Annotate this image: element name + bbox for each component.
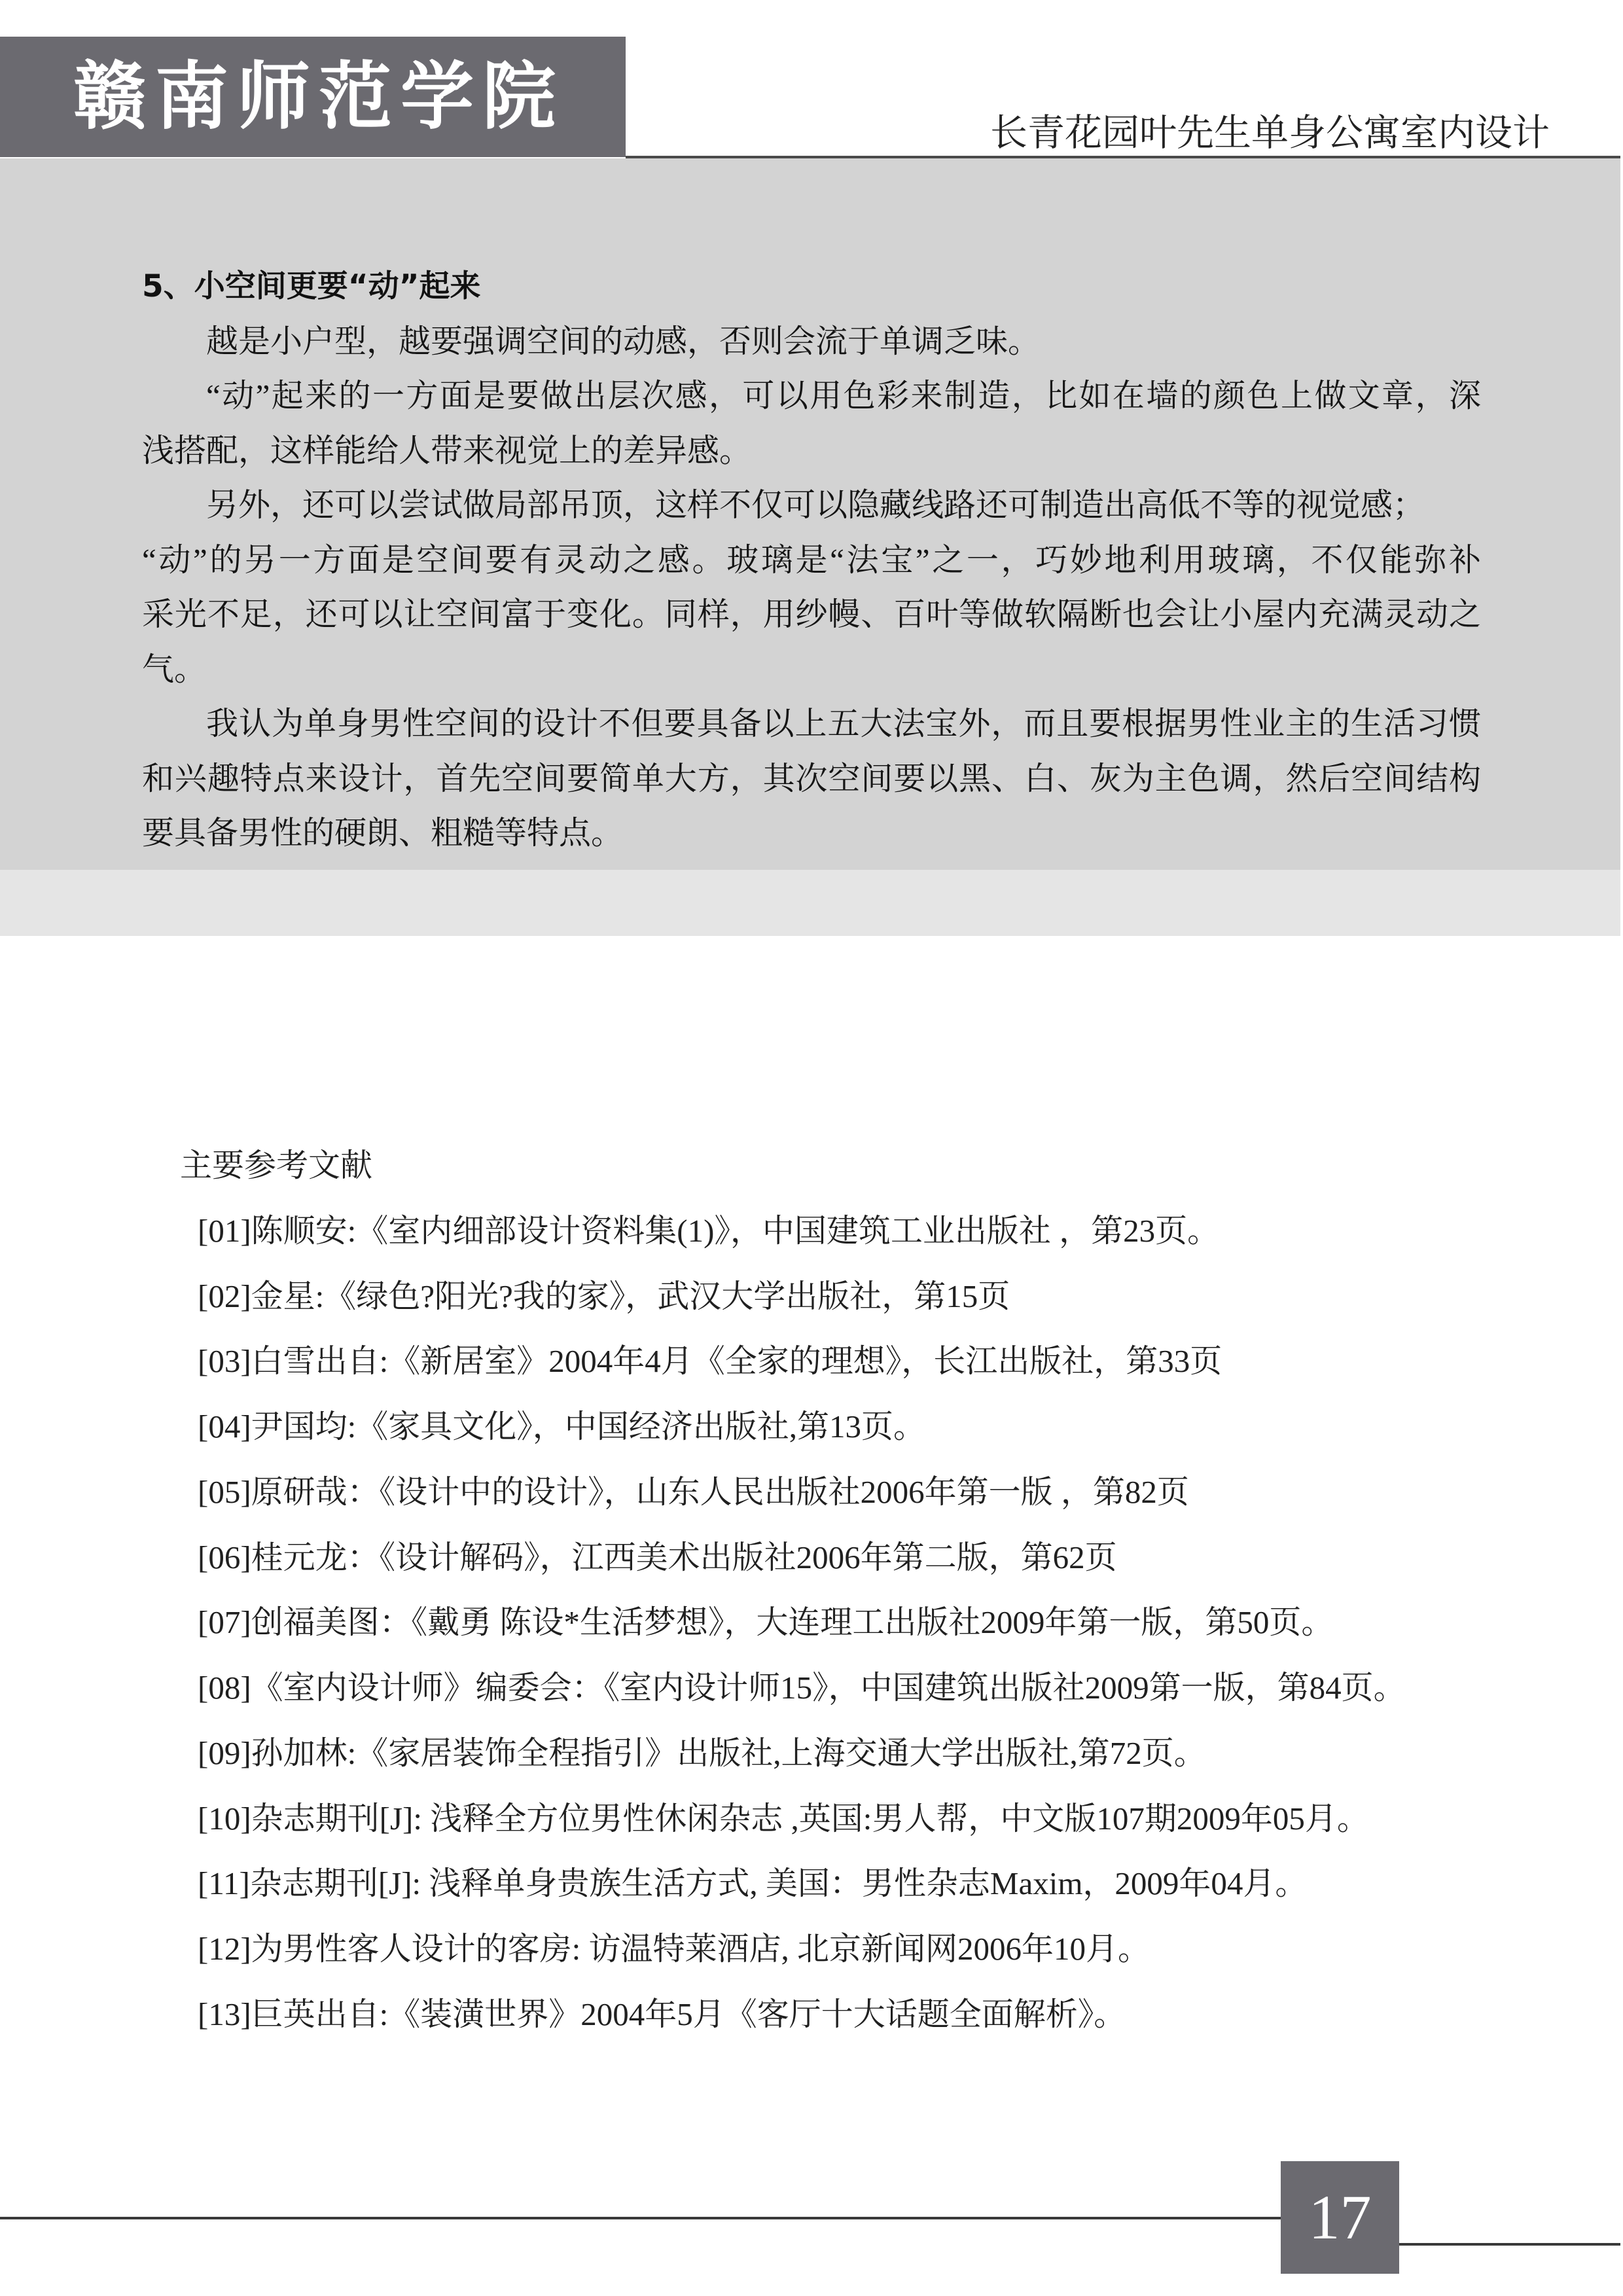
reference-item: [06]桂元龙：《设计解码》，江西美术出版社2006年第二版，第62页 xyxy=(198,1539,1117,1575)
reference-item: [01]陈顺安:《室内细部设计资料集(1)》，中国建筑工业出版社 ，第23页。 xyxy=(198,1212,1220,1249)
reference-item: [08]《室内设计师》编委会：《室内设计师15》，中国建筑出版社2009第一版，第84页。 xyxy=(198,1670,1406,1706)
page-number: 17 xyxy=(1308,2182,1372,2252)
text-line: 越是小户型，越要强调空间的动感，否则会流于单调乏味。 xyxy=(206,323,1041,359)
header-logo-box xyxy=(0,37,626,157)
text-line: 和兴趣特点来设计，首先空间要简单大方，其次空间要以黑、白、灰为主色调，然后空间结构 xyxy=(142,760,1481,797)
content-panel-bottom-strip xyxy=(0,870,1620,936)
section-body xyxy=(142,259,1481,861)
page-number-box xyxy=(1281,2161,1399,2274)
text-line: “动”的另一方面是空间要有灵动之感。玻璃是“法宝”之一，巧妙地利用玻璃，不仅能弥补 xyxy=(142,541,1481,578)
school-logo-text: 赣南师范学院 xyxy=(73,54,564,139)
reference-item: [05]原研哉：《设计中的设计》，山东人民出版社2006年第一版 ，第82页 xyxy=(198,1473,1189,1510)
text-line: 另外，还可以尝试做局部吊顶，这样不仅可以隐藏线路还可制造出高低不等的视觉感； xyxy=(206,487,1425,523)
text-line: 气。 xyxy=(142,651,207,687)
reference-item: [07]创福美图：《戴勇 陈设*生活梦想》，大连理工出版社2009年第一版，第50页。 xyxy=(198,1604,1334,1641)
reference-item: [02]金星:《绿色?阳光?我的家》，武汉大学出版社，第15页 xyxy=(198,1278,1010,1314)
paragraph xyxy=(142,696,1481,861)
paragraph xyxy=(142,368,1481,478)
reference-item: [13]巨英出自:《装潢世界》2004年5月《客厅十大话题全面解析》。 xyxy=(198,1996,1126,2032)
text-line: 采光不足，还可以让空间富于变化。同样，用纱幔、百叶等做软隔断也会让小屋内充满灵动之 xyxy=(142,596,1481,632)
text-line: 我认为单身男性空间的设计不但要具备以上五大法宝外，而且要根据男性业主的生活习惯 xyxy=(206,706,1481,742)
reference-item: [11]杂志期刊[J]: 浅释单身贵族生活方式, 美国：男性杂志Maxim，2009年04月。 xyxy=(198,1865,1308,1902)
footer-rule-right xyxy=(1399,2243,1620,2246)
section-heading: 5、小空间更要“动”起来 xyxy=(142,268,481,304)
reference-item: [12]为男性客人设计的客房: 访温特莱酒店, 北京新闻网2006年10月。 xyxy=(198,1931,1150,1967)
reference-item: [09]孙加林:《家居装饰全程指引》出版社,上海交通大学出版社,第72页。 xyxy=(198,1734,1206,1771)
document-title: 长青花园叶先生单身公寓室内设计 xyxy=(990,113,1550,154)
reference-item: [04]尹国均:《家具文化》，中国经济出版社,第13页。 xyxy=(198,1408,925,1444)
text-line: “动”起来的一方面是要做出层次感，可以用色彩来制造，比如在墙的颜色上做文章，深 xyxy=(206,378,1481,414)
text-line: 要具备男性的硬朗、粗糙等特点。 xyxy=(142,815,624,851)
paragraph xyxy=(142,478,1481,696)
references-title: 主要参考文献 xyxy=(180,1147,373,1183)
footer-rule-left xyxy=(0,2217,1281,2219)
references-section xyxy=(180,1133,1554,2047)
reference-item: [03]白雪出自:《新居室》2004年4月《全家的理想》，长江出版社，第33页 xyxy=(198,1343,1222,1380)
text-line: 浅搭配，这样能给人带来视觉上的差异感。 xyxy=(142,432,752,469)
reference-item: [10]杂志期刊[J]: 浅释全方位男性休闲杂志 ,英国:男人帮，中文版107期2009年05月。 xyxy=(198,1800,1369,1837)
paragraph xyxy=(142,314,1481,369)
